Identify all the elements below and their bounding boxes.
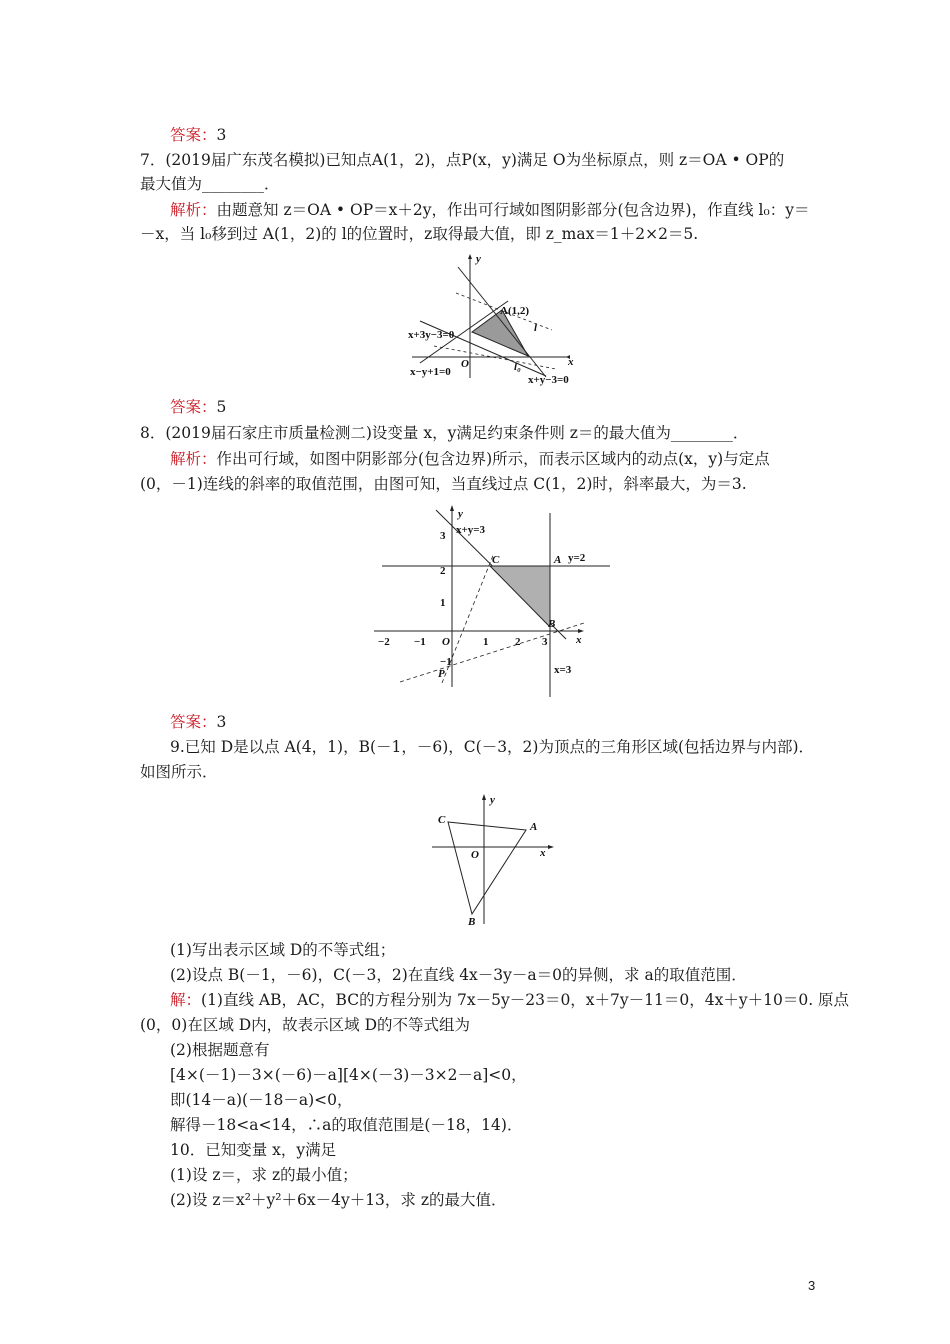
fig1-eq1: x+3y−3=0 xyxy=(408,329,455,341)
fig3-y-label: y xyxy=(490,794,495,806)
fig2-point-c: C xyxy=(492,554,500,566)
fig2-tick-x-2: 2 xyxy=(515,636,521,648)
solution-9: 解：(1)直线 AB，AC，BC的方程分别为 7x－5y－23＝0，x＋7y－11＝0，4x＋y＋10＝0. 原点 xyxy=(170,991,850,1009)
problem-8: 8．(2019届石家庄市质量检测二)设变量 x，y满足约束条件则 z＝的最大值为________． xyxy=(140,424,749,442)
fig3-point-b: B xyxy=(468,916,476,928)
fig2-point-p: P xyxy=(438,668,445,680)
fig2-point-b: B xyxy=(548,618,556,630)
fig2-tick-x-1: 1 xyxy=(483,636,489,648)
fig3-point-c: C xyxy=(438,814,446,826)
fig2-tick-x-3: 3 xyxy=(542,636,548,648)
fig2-origin: O xyxy=(442,636,450,648)
shaded-region xyxy=(490,566,550,627)
fig1-eq3: x+y−3=0 xyxy=(528,374,569,386)
solution-9-result: 解得－18<a<14，∴a的取值范围是(－18，14)． xyxy=(170,1116,523,1134)
answer-7: 答案：5 xyxy=(170,398,227,416)
answer-6: 答案：3 xyxy=(170,126,227,144)
fig2-tick-x-neg1: −1 xyxy=(414,636,426,648)
fig1-x-label: x xyxy=(568,356,574,368)
solution-9-cont: (0，0)在区域 D内，故表示区域 D的不等式组为 xyxy=(140,1016,471,1034)
fig2-tick-y-3: 3 xyxy=(440,530,446,542)
problem-9-part1: (1)写出表示区域 D的不等式组； xyxy=(170,941,396,959)
fig2-tick-y-neg1: −1 xyxy=(440,656,452,668)
fig1-point-a: A(1,2) xyxy=(500,305,530,317)
page-number: 3 xyxy=(808,1278,816,1293)
figure-8-feasible-region xyxy=(370,505,620,701)
problem-10-part2: (2)设 z＝x²＋y²＋6x－4y＋13，求 z的最大值． xyxy=(170,1191,507,1209)
fig2-x-label: x xyxy=(576,634,582,646)
fig1-eq2: x−y+1=0 xyxy=(410,366,451,378)
fig2-eq-top: x+y=3 xyxy=(456,524,486,536)
problem-7: 7．(2019届广东茂名模拟)已知点A(1，2)，点P(x，y)满足 O为坐标原点，则 z＝OA • OP的 xyxy=(140,151,785,169)
figure-7-feasible-region xyxy=(404,250,594,390)
fig2-y-label: y xyxy=(458,508,463,520)
fig1-origin: O xyxy=(461,358,469,370)
answer-8: 答案：3 xyxy=(170,713,227,731)
fig1-y-label: y xyxy=(476,253,481,265)
solution-8: 解析：作出可行域，如图中阴影部分(包含边界)所示，而表示区域内的动点(x，y)与定点 xyxy=(170,450,770,468)
problem-9-part2: (2)设点 B(－1，－6)，C(－3，2)在直线 4x－3y－a＝0的异侧，求 a的取值范围． xyxy=(170,966,747,984)
fig2-tick-x-neg2: −2 xyxy=(378,636,390,648)
problem-10: 10．已知变量 x，y满足 xyxy=(170,1141,337,1159)
solution-9-eq1: [4×(－1)－3×(－6)－a][4×(－3)－3×2－a]<0， xyxy=(170,1066,527,1084)
fig3-origin: O xyxy=(471,849,479,861)
fig1-line-l0: l₀ xyxy=(514,361,521,373)
solution-9-part2: (2)根据题意有 xyxy=(170,1041,270,1059)
problem-9-cont: 如图所示． xyxy=(140,763,218,781)
fig2-eq-y2: y=2 xyxy=(568,552,586,564)
solution-9-eq2: 即(14－a)(－18－a)<0， xyxy=(170,1091,353,1109)
problem-7-cont: 最大值为________． xyxy=(140,175,280,193)
fig2-tick-y-2: 2 xyxy=(440,565,446,577)
solution-7-cont: －x，当 l₀移到过 A(1，2)的 l的位置时，z取得最大值，即 z_max＝1＋2×2＝5. xyxy=(140,225,699,243)
figure-9-triangle xyxy=(428,792,558,932)
fig3-point-a: A xyxy=(530,821,538,833)
problem-9: 9.已知 D是以点 A(4，1)，B(－1，－6)，C(－3，2)为顶点的三角形区域(包括边界与内部)． xyxy=(170,738,815,756)
fig2-point-a: A xyxy=(554,554,562,566)
solution-8-cont: (0，－1)连线的斜率的取值范围，由图可知，当直线过点 C(1，2)时，斜率最大，为＝3. xyxy=(140,475,747,493)
fig3-x-label: x xyxy=(540,847,546,859)
fig2-eq-x3: x=3 xyxy=(554,664,572,676)
problem-10-part1: (1)设 z＝，求 z的最小值； xyxy=(170,1166,358,1184)
fig1-line-l: l xyxy=(534,322,538,334)
solution-7: 解析：由题意知 z＝OA • OP＝x＋2y，作出可行域如图阴影部分(包含边界)，作直线 l₀：y＝ xyxy=(170,201,810,219)
fig2-tick-y-1: 1 xyxy=(440,597,446,609)
